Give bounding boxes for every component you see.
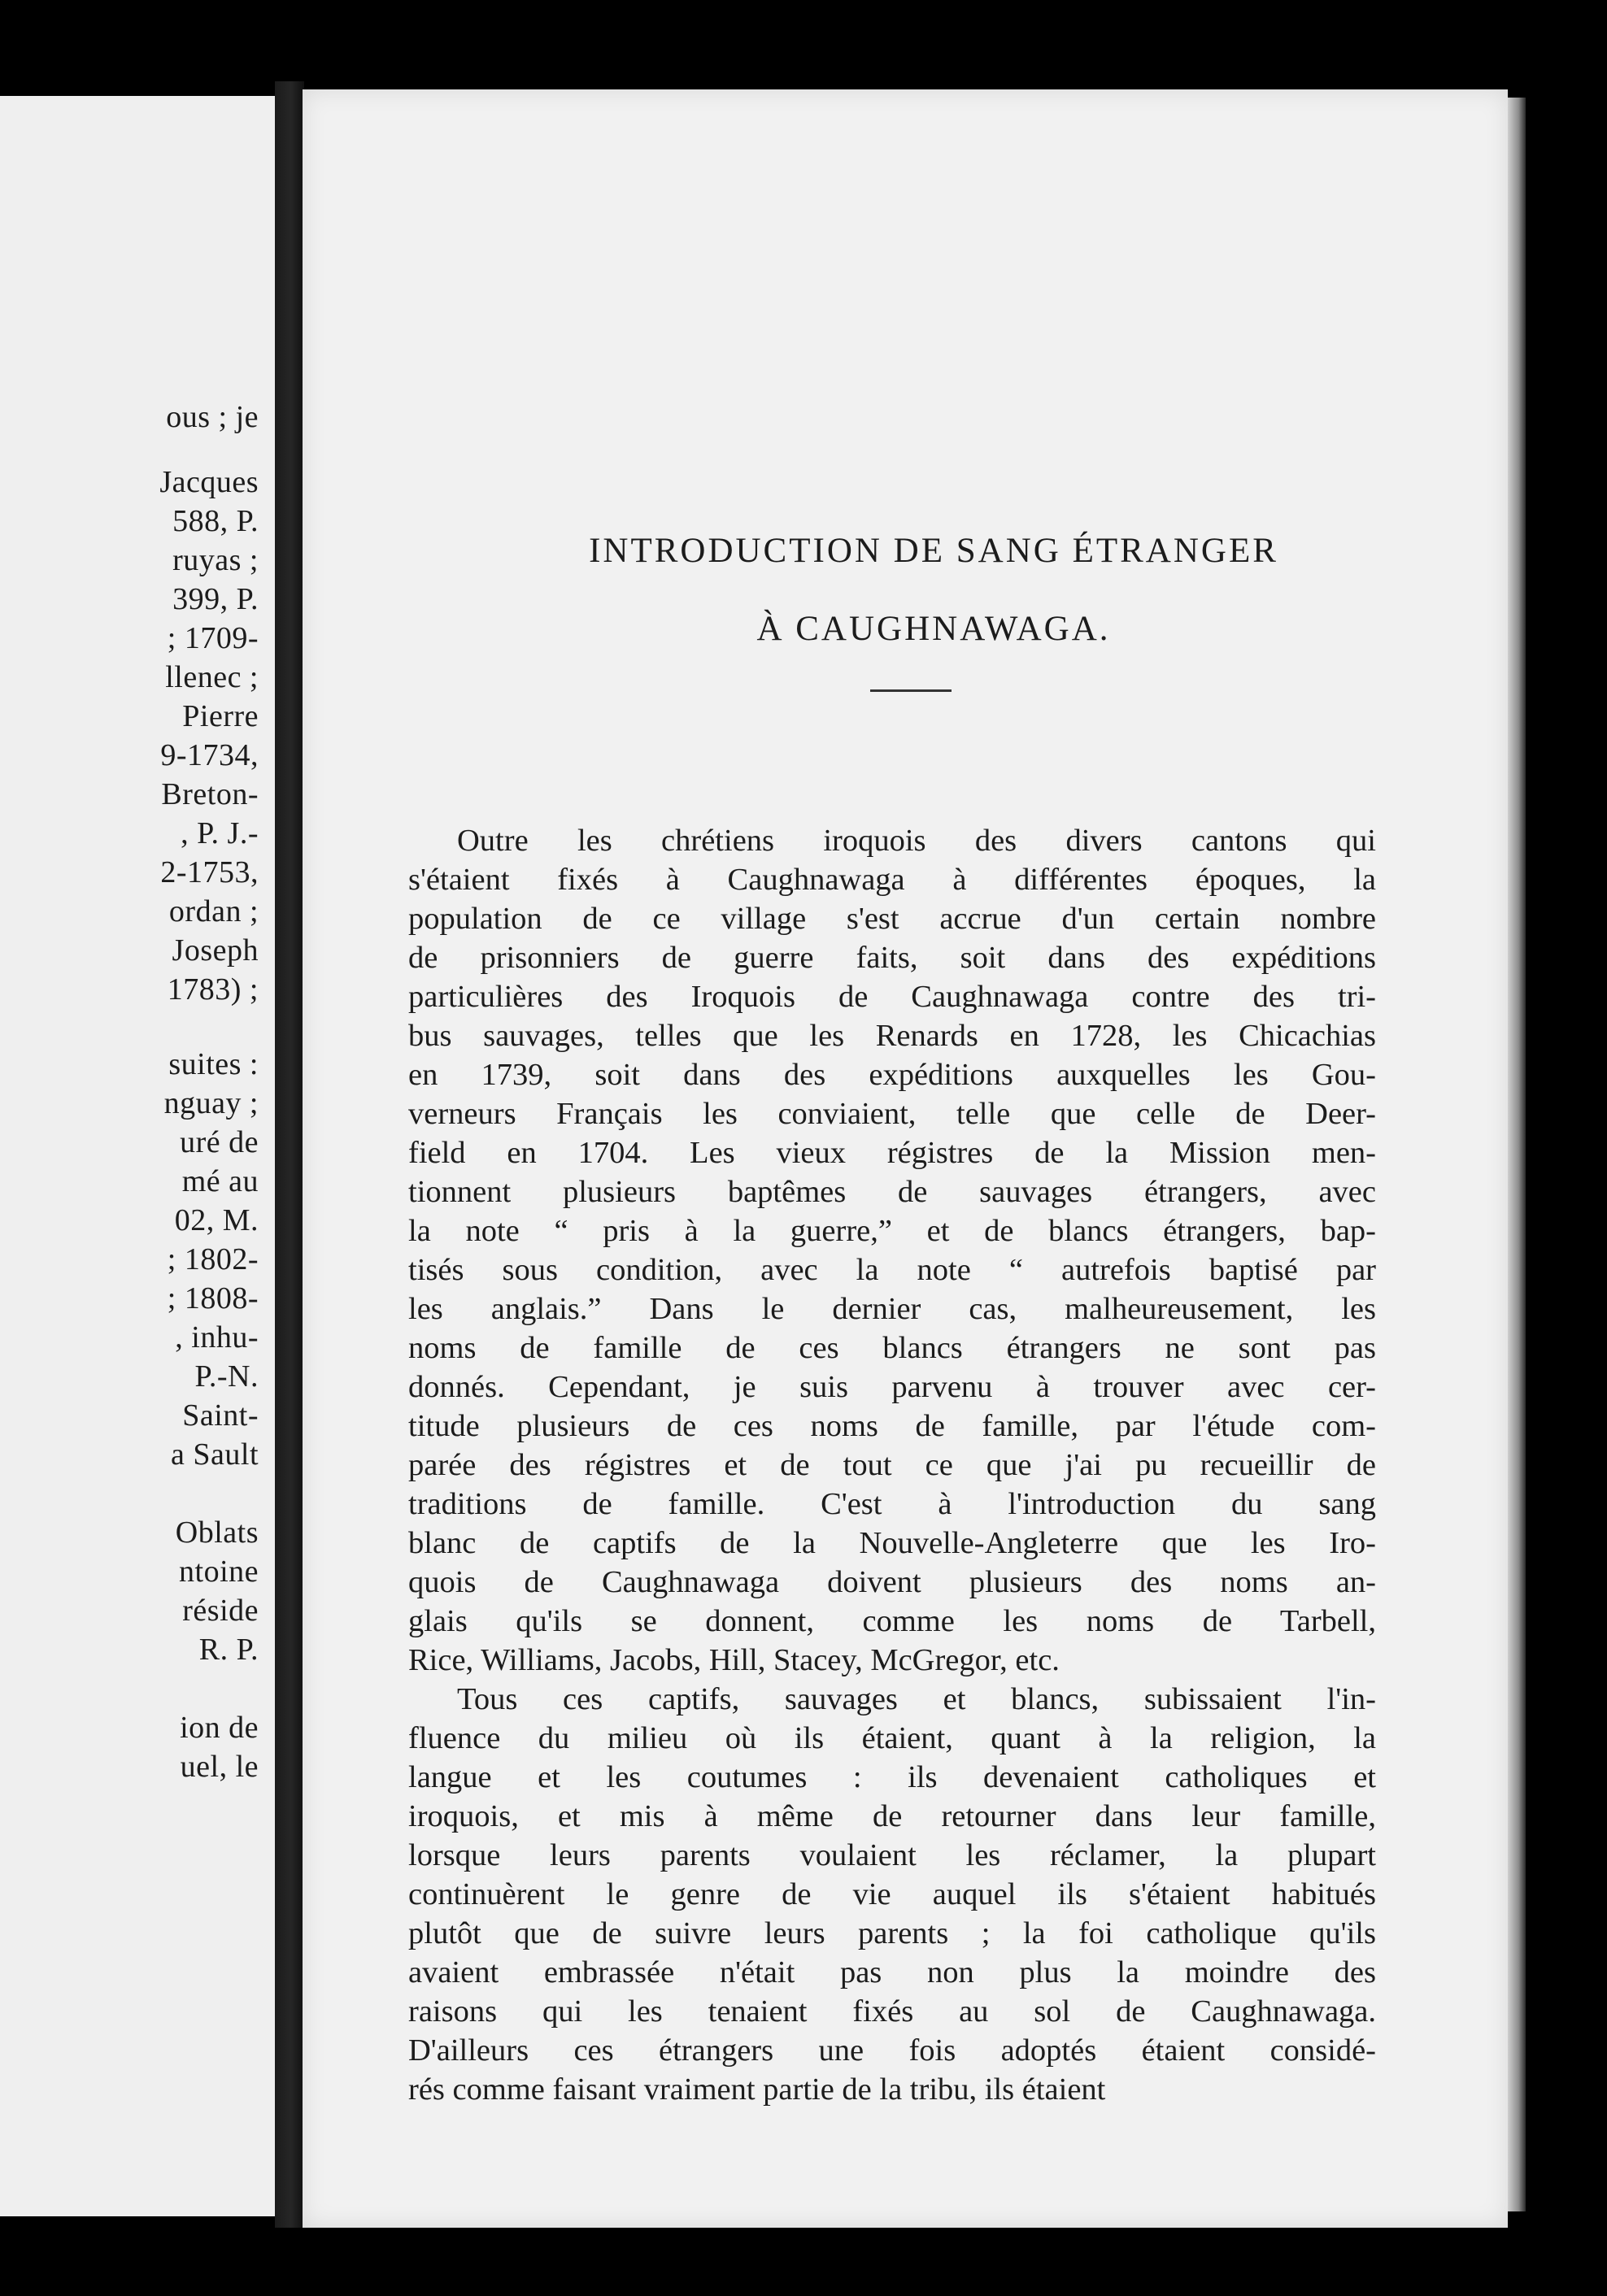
body-line: la note “ pris à la guerre,” et de blancs étrangers, bap-: [408, 1214, 1376, 1248]
left-page-line: R. P.: [198, 1633, 259, 1667]
left-page-line: Joseph: [172, 933, 259, 968]
left-page-line: ous ; je: [166, 400, 259, 434]
body-line: s'étaient fixés à Caughnawaga à différentes époques, la: [408, 863, 1376, 897]
left-page-line: Pierre: [182, 699, 259, 733]
left-page-line: Oblats: [175, 1515, 259, 1550]
body-line: population de ce village s'est accrue d'un certain nombre: [408, 902, 1376, 936]
body-line: noms de famille de ces blancs étrangers ne sont pas: [408, 1331, 1376, 1365]
body-line: fluence du milieu où ils étaient, quant à la religion, la: [408, 1721, 1376, 1755]
left-page-line: suites :: [168, 1047, 259, 1081]
body-line: iroquois, et mis à même de retourner dans leur famille,: [408, 1799, 1376, 1833]
chapter-title-line-2: À CAUGHNAWAGA.: [756, 610, 1111, 648]
body-line: de prisonniers de guerre faits, soit dans des expéditions: [408, 941, 1376, 975]
body-line: Rice, Williams, Jacobs, Hill, Stacey, McGregor, etc.: [408, 1643, 1060, 1677]
left-page-line: 588, P.: [172, 504, 259, 538]
left-page-line: réside: [182, 1594, 259, 1628]
left-page-line: uré de: [180, 1125, 259, 1159]
left-page-line: ion de: [180, 1711, 259, 1745]
left-page-line: Jacques: [159, 465, 259, 499]
left-page-line: 02, M.: [174, 1203, 259, 1237]
left-page-line: 399, P.: [172, 582, 259, 616]
body-line: tisés sous condition, avec la note “ autrefois baptisé par: [408, 1253, 1376, 1287]
left-page-fragment: [0, 96, 275, 2216]
body-line: lorsque leurs parents voulaient les réclamer, la plupart: [408, 1838, 1376, 1872]
body-line: parée des régistres et de tout ce que j'ai pu recueillir de: [408, 1448, 1376, 1482]
chapter-title-line-1: INTRODUCTION DE SANG ÉTRANGER: [589, 532, 1278, 570]
left-page-line: llenec ;: [165, 660, 259, 694]
body-line: en 1739, soit dans des expéditions auxquelles les Gou-: [408, 1058, 1376, 1092]
body-line: quois de Caughnawaga doivent plusieurs des noms an-: [408, 1565, 1376, 1599]
left-page-line: ; 1802-: [167, 1242, 259, 1276]
body-line: traditions de famille. C'est à l'introduction du sang: [408, 1487, 1376, 1521]
body-line: titude plusieurs de ces noms de famille, par l'étude com-: [408, 1409, 1376, 1443]
body-line: blanc de captifs de la Nouvelle-Angleterre que les Iro-: [408, 1526, 1376, 1560]
book-gutter: [275, 81, 304, 2228]
left-page-line: 9-1734,: [160, 738, 259, 772]
body-line: glais qu'ils se donnent, comme les noms de Tarbell,: [408, 1604, 1376, 1638]
body-line: langue et les coutumes : ils devenaient catholiques et: [408, 1760, 1376, 1794]
body-line: tionnent plusieurs baptêmes de sauvages étrangers, avec: [408, 1175, 1376, 1209]
body-line: avaient embrassée n'était pas non plus la moindre des: [408, 1955, 1376, 1989]
body-line: bus sauvages, telles que les Renards en 1728, les Chicachias: [408, 1019, 1376, 1053]
left-page-line: nguay ;: [163, 1086, 259, 1120]
chapter-title: [303, 512, 1508, 668]
left-page-line: , inhu-: [175, 1320, 259, 1355]
page-edge: [1508, 98, 1526, 2211]
body-line: plutôt que de suivre leurs parents ; la foi catholique qu'ils: [408, 1916, 1376, 1950]
left-page-line: ruyas ;: [172, 543, 259, 577]
left-page-line: 1783) ;: [167, 972, 259, 1007]
body-line: donnés. Cependant, je suis parvenu à trouver avec cer-: [408, 1370, 1376, 1404]
left-page-line: ntoine: [179, 1555, 259, 1589]
body-line: Tous ces captifs, sauvages et blancs, subissaient l'in-: [457, 1682, 1376, 1716]
title-divider: [870, 689, 952, 692]
left-page-line: uel, le: [180, 1750, 259, 1784]
body-line: continuèrent le genre de vie auquel ils s'étaient habitués: [408, 1877, 1376, 1911]
left-page-line: Saint-: [182, 1398, 259, 1433]
left-page-line: 2-1753,: [160, 855, 259, 889]
left-page-line: a Sault: [171, 1437, 259, 1472]
body-line: les anglais.” Dans le dernier cas, malheureusement, les: [408, 1292, 1376, 1326]
body-line: Outre les chrétiens iroquois des divers cantons qui: [457, 824, 1376, 858]
body-line: raisons qui les tenaient fixés au sol de Caughnawaga.: [408, 1994, 1376, 2029]
left-page-line: P.-N.: [194, 1359, 259, 1394]
body-line: particulières des Iroquois de Caughnawaga contre des tri-: [408, 980, 1376, 1014]
body-line: verneurs Français les conviaient, telle que celle de Deer-: [408, 1097, 1376, 1131]
left-page-line: mé au: [181, 1164, 259, 1198]
left-page-line: ; 1709-: [167, 621, 259, 655]
body-line: D'ailleurs ces étrangers une fois adoptés étaient considé-: [408, 2033, 1376, 2068]
left-page-line: ; 1808-: [167, 1281, 259, 1315]
left-page-line: ordan ;: [168, 894, 259, 928]
right-page: [303, 89, 1508, 2228]
left-page-line: Breton-: [161, 777, 259, 811]
body-line: field en 1704. Les vieux régistres de la Mission men-: [408, 1136, 1376, 1170]
left-page-line: , P. J.-: [181, 816, 259, 850]
body-line: rés comme faisant vraiment partie de la tribu, ils étaient: [408, 2072, 1106, 2107]
